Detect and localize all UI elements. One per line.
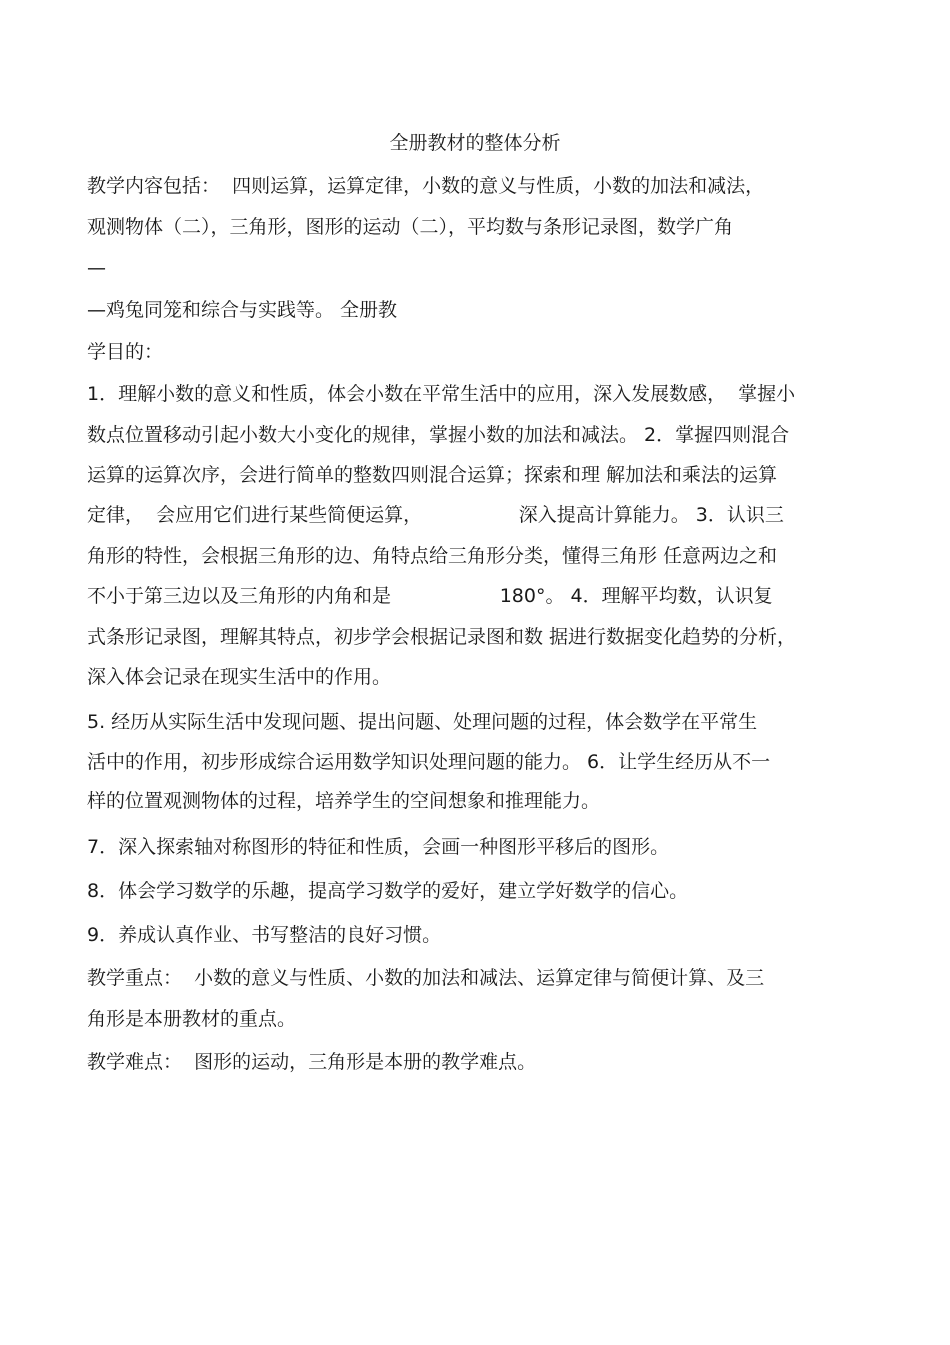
text-line: 样的位置观测物体的过程，培养学生的空间想象和推理能力。 [87,790,601,812]
text-line: 角形是本册教材的重点。 [87,1008,297,1030]
text-line: 角形的特性，会根据三角形的边、角特点给三角形分类，懂得三角形 任意两边之和 [87,545,778,567]
text-line: 教学内容包括： 四则运算，运算定律，小数的意义与性质，小数的加法和减法， [87,175,765,197]
text-line: 深入体会记录在现实生活中的作用。 [87,666,392,688]
text-line: 1．理解小数的意义和性质，体会小数在平常生活中的应用，深入发展数感， 掌握小 [87,383,796,405]
text-line: 9．养成认真作业、书写整洁的良好习惯。 [87,924,442,946]
text-line: 运算的运算次序，会进行简单的整数四则混合运算；探索和理 解加法和乘法的运算 [87,464,778,486]
text-line: 教学难点： 图形的运动，三角形是本册的教学难点。 [87,1051,537,1073]
text-line: 观测物体（二），三角形，图形的运动（二），平均数与条形记录图，数学广角 [87,216,734,238]
text-line: 不小于第三边以及三角形的内角和是 180°。 4．理解平均数，认识复 [87,585,773,607]
document-title: 全册教材的整体分析 [389,132,561,154]
text-line: — [87,257,106,279]
text-line: 数点位置移动引起小数大小变化的规律，掌握小数的加法和减法。 2．掌握四则混合 [87,424,790,446]
text-line: 活中的作用，初步形成综合运用数学知识处理问题的能力。 6．让学生经历从不一 [87,751,771,773]
text-line: 5. 经历从实际生活中发现问题、提出问题、处理问题的过程，体会数学在平常生 [87,711,758,733]
text-line: 8．体会学习数学的乐趣，提高学习数学的爱好，建立学好数学的信心。 [87,880,689,902]
text-line: —鸡兔同笼和综合与实践等。 全册教 [87,299,398,321]
text-line: 学目的： [87,341,164,363]
text-line: 教学重点： 小数的意义与性质、小数的加法和减法、运算定律与简便计算、及三 [87,967,765,989]
text-line: 式条形记录图，理解其特点，初步学会根据记录图和数 据进行数据变化趋势的分析， [87,626,797,648]
text-line: 7．深入探索轴对称图形的特征和性质，会画一种图形平移后的图形。 [87,836,670,858]
text-line: 定律， 会应用它们进行某些简便运算， 深入提高计算能力。 3．认识三 [87,504,784,526]
